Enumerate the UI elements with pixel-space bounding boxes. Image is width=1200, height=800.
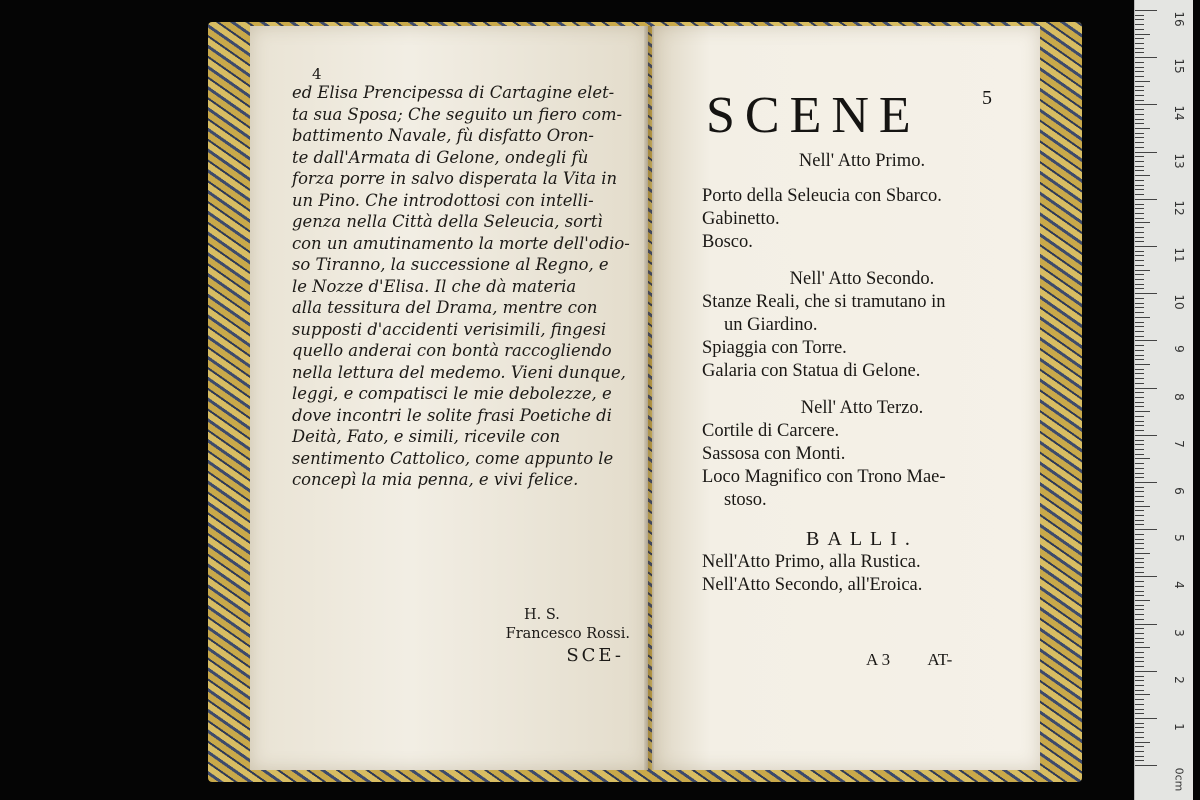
ruler-tick — [1135, 109, 1144, 110]
ruler-tick — [1135, 713, 1144, 714]
ruler-tick — [1135, 57, 1157, 58]
ruler-tick — [1135, 600, 1150, 601]
page-number-right: 5 — [982, 87, 992, 109]
text-line: ta sua Sposa; Che seguito un fiero com- — [292, 104, 623, 124]
ruler-tick — [1135, 71, 1144, 72]
text-line: sentimento Cattolico, come appunto le — [292, 448, 614, 468]
left-page-text — [292, 64, 630, 491]
ruler-tick — [1135, 392, 1144, 393]
ruler-tick — [1135, 260, 1144, 261]
ruler-tick — [1135, 383, 1144, 384]
ruler-number: 1 — [1172, 723, 1186, 731]
catchword-left: SCE- — [566, 645, 624, 666]
ruler-tick — [1135, 104, 1157, 105]
ruler-number: 14 — [1172, 105, 1186, 122]
ruler-tick — [1135, 38, 1144, 39]
author-initials: H. S. — [524, 607, 560, 623]
ruler-tick — [1135, 397, 1144, 398]
ruler-tick — [1135, 709, 1144, 710]
ruler-tick — [1135, 364, 1150, 365]
scene-item: Spiaggia con Torre. — [702, 338, 847, 358]
ruler-tick — [1135, 529, 1157, 530]
ruler-tick — [1135, 52, 1144, 53]
ruler-tick — [1135, 506, 1150, 507]
ruler-tick — [1135, 421, 1144, 422]
ruler-tick — [1135, 458, 1150, 459]
page-title — [706, 86, 1026, 146]
ruler-tick — [1135, 586, 1144, 587]
scene-item: Stanze Reali, che si tramutano in — [702, 292, 946, 312]
ruler-tick — [1135, 661, 1144, 662]
scene-item: Cortile di Carcere. — [702, 421, 840, 441]
ruler-tick — [1135, 704, 1144, 705]
ruler-tick — [1135, 345, 1144, 346]
scene-item-continuation: stoso. — [724, 490, 767, 510]
ruler-tick — [1135, 317, 1150, 318]
ruler-tick — [1135, 491, 1144, 492]
ruler-tick — [1135, 19, 1144, 20]
ruler-tick — [1135, 29, 1144, 30]
scene-item: Galaria con Statua di Gelone. — [702, 361, 921, 381]
ruler-tick — [1135, 43, 1144, 44]
scene-item: Bosco. — [702, 232, 753, 252]
ruler-number: 15 — [1172, 58, 1186, 74]
ruler-tick — [1135, 572, 1144, 573]
text-line: un Pino. Che introdottosi con intelli- — [292, 190, 594, 210]
ruler-tick — [1135, 647, 1150, 648]
ruler-number: 16 — [1172, 11, 1186, 27]
ruler-tick — [1135, 76, 1144, 77]
ruler-tick — [1135, 510, 1144, 511]
ruler-tick — [1135, 562, 1144, 563]
ruler-number: 8 — [1172, 392, 1186, 401]
text-line: battimento Navale, fù disfatto Oron- — [292, 126, 594, 145]
ruler-tick — [1135, 152, 1157, 153]
ruler-tick — [1135, 430, 1144, 431]
ruler-tick — [1135, 652, 1144, 653]
ruler-tick — [1135, 10, 1157, 11]
ruler-tick — [1135, 156, 1144, 157]
ruler-tick — [1135, 694, 1150, 695]
ruler-tick — [1135, 270, 1150, 271]
ruler-tick — [1135, 558, 1144, 559]
ruler-tick — [1135, 765, 1157, 766]
ruler-tick — [1135, 204, 1144, 205]
ruler-tick — [1135, 288, 1144, 289]
ruler-tick — [1135, 340, 1157, 341]
text-line: ed Elisa Prencipessa di Cartagine elet- — [292, 83, 615, 102]
balli-heading: BALLI. — [806, 528, 918, 550]
ruler-tick — [1135, 624, 1157, 625]
ruler-tick — [1135, 119, 1144, 120]
ruler-tick — [1135, 690, 1144, 691]
ruler-number: 10 — [1172, 294, 1186, 310]
ruler-tick — [1135, 666, 1144, 667]
ruler-tick — [1135, 199, 1157, 200]
ruler-tick — [1135, 237, 1144, 238]
act-heading: Nell' Atto Primo. — [798, 151, 926, 171]
ruler-tick — [1135, 255, 1144, 256]
signature-mark: A 3 — [866, 650, 891, 669]
ruler-tick — [1135, 67, 1144, 68]
ruler-tick — [1135, 468, 1144, 469]
ruler-tick — [1135, 114, 1144, 115]
text-line: so Tiranno, la successione al Regno, e — [292, 255, 609, 274]
right-page-footer — [866, 650, 952, 670]
ruler-tick — [1135, 657, 1144, 658]
ruler-tick — [1135, 515, 1144, 516]
ruler-tick — [1135, 609, 1144, 610]
ruler-tick — [1135, 477, 1144, 478]
ruler-tick — [1135, 732, 1144, 733]
ruler-tick — [1135, 524, 1144, 525]
ruler-tick — [1135, 756, 1144, 757]
ruler-tick — [1135, 487, 1144, 488]
ruler-tick — [1135, 680, 1144, 681]
ruler-tick — [1135, 175, 1150, 176]
ruler-number: 11 — [1172, 247, 1186, 263]
ruler-tick — [1135, 751, 1144, 752]
ruler-tick — [1135, 628, 1144, 629]
measurement-ruler — [1134, 0, 1193, 800]
ruler-tick — [1135, 685, 1144, 686]
text-line: leggi, e compatisci le mie debolezze, e — [292, 384, 612, 403]
ruler-tick — [1135, 742, 1150, 743]
ruler-tick — [1135, 241, 1144, 242]
ruler-tick — [1135, 326, 1144, 327]
ruler-tick — [1135, 350, 1144, 351]
scene-list — [702, 150, 1022, 597]
ruler-tick — [1135, 322, 1144, 323]
ruler-tick — [1135, 128, 1150, 129]
ruler-tick — [1135, 331, 1144, 332]
ruler-tick — [1135, 723, 1144, 724]
ruler-tick — [1135, 373, 1144, 374]
ruler-tick — [1135, 581, 1144, 582]
ruler-tick — [1135, 312, 1144, 313]
text-line: quello anderai con bontà raccogliendo — [292, 341, 612, 360]
ruler-number: 5 — [1172, 534, 1186, 542]
ruler-number: 9 — [1172, 345, 1186, 354]
text-line: forza porre in salvo disperata la Vita in — [292, 169, 617, 188]
ruler-tick — [1135, 218, 1144, 219]
ruler-tick — [1135, 189, 1144, 190]
ruler-tick — [1135, 222, 1150, 223]
ruler-tick — [1135, 539, 1144, 540]
ruler-tick — [1135, 369, 1144, 370]
ruler-tick — [1135, 449, 1144, 450]
ruler-tick — [1135, 180, 1144, 181]
ruler-unit: 0cm — [1172, 767, 1186, 792]
ruler-tick — [1135, 402, 1144, 403]
ruler-tick — [1135, 161, 1144, 162]
author-name: Francesco Rossi. — [505, 626, 630, 642]
book-gutter — [644, 26, 654, 770]
ruler-tick — [1135, 303, 1144, 304]
text-line: le Nozze d'Elisa. Il che dà materia — [292, 276, 577, 296]
ruler-number: 3 — [1172, 628, 1186, 637]
ruler-number: 4 — [1172, 581, 1186, 590]
ruler-tick — [1135, 501, 1144, 502]
ballo-item: Nell'Atto Primo, alla Rustica. — [702, 552, 921, 572]
ruler-tick — [1135, 355, 1144, 356]
ruler-tick — [1135, 265, 1144, 266]
ruler-tick — [1135, 548, 1144, 549]
ruler-tick — [1135, 496, 1144, 497]
ruler-tick — [1135, 671, 1157, 672]
ruler-number: 7 — [1172, 439, 1186, 448]
ruler-tick — [1135, 614, 1144, 615]
ruler-tick — [1135, 142, 1144, 143]
ruler-tick — [1135, 170, 1144, 171]
ruler-number: 2 — [1172, 675, 1186, 684]
ballo-item: Nell'Atto Secondo, all'Eroica. — [702, 575, 923, 595]
ruler-tick — [1135, 638, 1144, 639]
text-line: con un amutinamento la morte dell'odio- — [292, 233, 630, 253]
ruler-tick — [1135, 760, 1144, 761]
page-number: 4 — [312, 65, 322, 83]
ruler-tick — [1135, 123, 1144, 124]
ruler-tick — [1135, 133, 1144, 134]
ruler-tick — [1135, 454, 1144, 455]
ruler-tick — [1135, 605, 1144, 606]
ruler-tick — [1135, 34, 1150, 35]
scene-item: Gabinetto. — [702, 209, 780, 229]
ruler-tick — [1135, 633, 1144, 634]
ruler-tick — [1135, 185, 1144, 186]
scene-item-continuation: un Giardino. — [724, 315, 818, 335]
ruler-tick — [1135, 251, 1144, 252]
ruler-number: 13 — [1172, 152, 1186, 169]
ruler-tick — [1135, 595, 1144, 596]
ruler-tick — [1135, 359, 1144, 360]
ruler-tick — [1135, 378, 1144, 379]
act-heading: Nell' Atto Secondo. — [789, 269, 935, 289]
ruler-tick — [1135, 411, 1150, 412]
ruler-tick — [1135, 576, 1157, 577]
ruler-tick — [1135, 440, 1144, 441]
ruler-tick — [1135, 534, 1144, 535]
title-text: SCENE — [706, 87, 921, 144]
ruler-tick — [1135, 463, 1144, 464]
ruler-tick — [1135, 425, 1144, 426]
ruler-tick — [1135, 676, 1144, 677]
ruler-tick — [1135, 435, 1157, 436]
ruler-number: 6 — [1172, 487, 1186, 495]
ruler-tick — [1135, 293, 1157, 294]
ruler-tick — [1135, 406, 1144, 407]
ruler-tick — [1135, 746, 1144, 747]
ruler-tick — [1135, 473, 1144, 474]
ruler-tick — [1135, 718, 1157, 719]
text-line: alla tessitura del Drama, mentre con — [292, 298, 598, 317]
ruler-tick — [1135, 699, 1144, 700]
scene-item: Porto della Seleucia con Sbarco. — [702, 186, 942, 206]
ruler-tick — [1135, 284, 1144, 285]
ruler-tick — [1135, 737, 1144, 738]
ruler-tick — [1135, 274, 1144, 275]
ruler-tick — [1135, 227, 1144, 228]
ruler-tick — [1135, 90, 1144, 91]
ruler-tick — [1135, 246, 1157, 247]
ruler-tick — [1135, 619, 1144, 620]
ruler-tick — [1135, 727, 1144, 728]
scene-item: Sassosa con Monti. — [702, 444, 846, 464]
ruler-tick — [1135, 520, 1144, 521]
scene-item: Loco Magnifico con Trono Mae- — [702, 467, 946, 487]
ruler-tick — [1135, 416, 1144, 417]
ruler-tick — [1135, 208, 1144, 209]
ruler-tick — [1135, 194, 1144, 195]
ruler-tick — [1135, 166, 1144, 167]
ruler-tick — [1135, 543, 1144, 544]
ruler-tick — [1135, 482, 1157, 483]
ruler-tick — [1135, 95, 1144, 96]
ruler-number: 12 — [1172, 200, 1186, 216]
ruler-tick — [1135, 279, 1144, 280]
ruler-tick — [1135, 591, 1144, 592]
ruler-tick — [1135, 444, 1144, 445]
text-line: concepì la mia penna, e vivi felice. — [292, 470, 579, 489]
text-line: genza nella Città della Seleucia, sortì — [292, 212, 603, 231]
ruler-tick — [1135, 307, 1144, 308]
text-line: te dall'Armata di Gelone, ondegli fù — [292, 147, 589, 167]
ruler-tick — [1135, 15, 1144, 16]
author-signature — [470, 606, 630, 665]
text-line: dove incontri le solite frasi Poetiche di — [292, 405, 612, 425]
ruler-tick — [1135, 62, 1144, 63]
ruler-tick — [1135, 336, 1144, 337]
ruler-tick — [1135, 642, 1144, 643]
ruler-tick — [1135, 567, 1144, 568]
ruler-tick — [1135, 81, 1150, 82]
ruler-tick — [1135, 213, 1144, 214]
ruler-tick — [1135, 86, 1144, 87]
act-heading: Nell' Atto Terzo. — [800, 398, 924, 418]
ruler-tick — [1135, 137, 1144, 138]
ruler-tick — [1135, 298, 1144, 299]
catchword-right: AT- — [927, 650, 953, 669]
text-line: Deità, Fato, e simili, ricevile con — [292, 427, 561, 446]
ruler-tick — [1135, 48, 1144, 49]
ruler-tick — [1135, 100, 1144, 101]
ruler-tick — [1135, 553, 1150, 554]
text-line: nella lettura del medemo. Vieni dunque, — [292, 362, 626, 382]
ruler-tick — [1135, 388, 1157, 389]
ruler-tick — [1135, 232, 1144, 233]
ruler-tick — [1135, 147, 1144, 148]
text-line: supposti d'accidenti verisimili, fingesi — [292, 319, 607, 339]
ruler-tick — [1135, 24, 1144, 25]
